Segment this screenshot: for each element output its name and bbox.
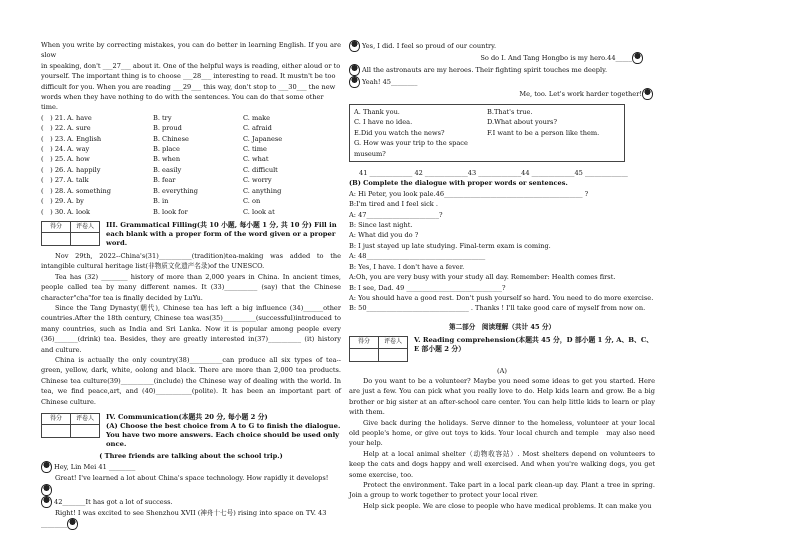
choice-a: A. Thank you.: [354, 108, 400, 116]
option-b[interactable]: B. fear: [153, 176, 176, 185]
score-cell[interactable]: [42, 425, 71, 438]
option-a[interactable]: A. how: [67, 155, 90, 164]
cloze-line: in speaking, don't ___27___ about it. One of the helpful ways is reading, either aloud or to: [41, 61, 341, 70]
cloze-options: [41, 113, 341, 217]
option-a[interactable]: A. have: [67, 113, 92, 122]
girl-avatar-icon: [67, 518, 78, 530]
option-c[interactable]: C. Japanese: [243, 134, 283, 143]
dialogue-line: [41, 496, 341, 508]
complete-line[interactable]: A: Hi Peter, you look pale.46__________________________________________ ?: [349, 189, 589, 198]
dialogue-text: 42_______It has got a lot of success.: [54, 497, 173, 506]
option-b[interactable]: B. in: [153, 197, 169, 206]
option-row: [41, 144, 341, 154]
option-row: [41, 134, 341, 144]
option-row: [41, 113, 341, 123]
complete-line: B: Yes, I have. I don't have a fever.: [349, 262, 465, 271]
grammar-paragraph: Since the Tang Dynasty(朝代), Chinese tea has left a big influence (34)______other countries.After the 18th century, Chinese tea was(35)__________(successful)introduced to many countries, such as India and Sri Lanka. Now it is popular among people every (36)_______(drink) tea. Besides, they are greatly interested in(37)__________ (it) history and culture.: [41, 303, 341, 354]
grammar-paragraph: Nov 29th, 2022--China's(31)__________(tradition)tea-making was added to the intangible cultural heritage list(非物质文化遗产名录)of the UNESCO.: [41, 251, 341, 271]
question-number: ( ) 30.: [41, 207, 66, 216]
grammar-paragraph: Tea has (32) ________ history of more than 2,000 years in China. In ancient times, people called tea by many different names. It (33)__________ (say) that the Chinese character"cha"for tea is finally decided by LuYu.: [41, 272, 341, 302]
dialogue-text: Right! I was excited to see Shenzhou XVII (神舟十七号) rising into space on TV. 43 ________: [41, 508, 327, 529]
complete-line: A: You should have a good rest. Don't push yourself so hard. You need to do more exercise.: [349, 293, 654, 302]
option-a[interactable]: A. look: [67, 207, 90, 216]
left-column: [41, 40, 341, 530]
question-number: ( ) 25.: [41, 155, 66, 164]
option-c[interactable]: C. make: [243, 113, 271, 122]
option-c[interactable]: C. look at: [243, 207, 275, 216]
reading-section-label: (A): [497, 366, 507, 375]
dialogue-line: [349, 64, 655, 76]
complete-line: A:Oh, you are very busy with your study all day. Remember: Health comes first.: [349, 273, 616, 282]
complete-line[interactable]: B: 50_______________________________ . Thanks ! I'll take good care of myself from now on.: [349, 304, 646, 313]
option-b[interactable]: B. Chinese: [153, 134, 189, 143]
complete-line: B:I'm tired and I feel sick .: [349, 200, 438, 209]
option-c[interactable]: C. worry: [243, 176, 272, 185]
option-b[interactable]: B. easily: [153, 165, 182, 174]
grader-label: 评卷人: [379, 337, 408, 348]
boy-avatar-icon: [349, 64, 360, 76]
question-number: ( ) 27.: [41, 176, 66, 185]
reading-header: [349, 336, 655, 361]
dialogue-part-1: [41, 461, 341, 530]
girl-avatar-icon: [41, 484, 52, 496]
dialogue-line: [349, 88, 655, 100]
choice-f: F.I want to be a person like them.: [487, 128, 600, 137]
choices-box: [349, 104, 625, 162]
option-row: [41, 175, 341, 185]
reading-paragraph: Help sick people. We are close to people who have medical problems. It can make you: [363, 501, 652, 510]
reading-passage: [349, 376, 655, 511]
dialogue-line: [41, 473, 341, 495]
choice-b: B.That's true.: [487, 108, 533, 116]
girl-avatar-icon: [642, 88, 653, 100]
cloze-line: difficult for you. When you are reading ___29___ this way, don't stop to ___30___ the new: [41, 82, 336, 91]
grammar-paragraph: China is actually the only country(38)__________can produce all six types of tea--green, yellow, dark, white, oolong and black. There are more than 2,000 tea products. Chinese tea culture(39)__________(include) the Chinese way of dealing with the world. In tea, we find peace,art, and (40)___________(polite). It has been an important part of Chinese culture.: [41, 355, 341, 406]
option-a[interactable]: A. sure: [67, 124, 91, 133]
grader-cell[interactable]: [71, 233, 100, 246]
question-number: ( ) 23.: [41, 134, 66, 143]
question-number: ( ) 22.: [41, 124, 66, 133]
dialogue-text: All the astronauts are my heroes. Their fighting spirit touches me deeply.: [362, 66, 608, 74]
reading-title: V. Reading comprehension(本题共 45 分，D 部小题 1 分, A、B、C、E 部小题 2 分）: [414, 336, 654, 354]
grader-cell[interactable]: [379, 348, 408, 361]
option-c[interactable]: C. difficult: [243, 165, 278, 174]
communication-title: IV. Communication(本题共 20 分, 每小题 2 分): [106, 413, 268, 421]
dialogue-text: So do I. And Tang Hongbo is my hero.44_____: [480, 54, 632, 62]
dialogue-text: Yeah! 45________: [362, 78, 418, 86]
option-row: [41, 165, 341, 175]
grammar-header: [41, 221, 341, 248]
option-a[interactable]: A. English: [67, 134, 102, 143]
option-b[interactable]: B. place: [153, 145, 180, 154]
option-a[interactable]: A. talk: [67, 176, 89, 185]
dialogue-line: [349, 76, 655, 88]
choice-e: E.Did you watch the news?: [354, 128, 445, 137]
complete-line[interactable]: B: I see, Dad. 49 _____________________________?: [349, 283, 506, 292]
reading-paragraph: Protect the environment. Take part in a local park clean-up day. Plant a tree in spring. Join a group to work together to protect your local river.: [349, 481, 655, 500]
cloze-line: When you write by correcting mistakes, you can do better in learning English. If you are slow: [41, 41, 341, 60]
question-number: ( ) 26.: [41, 165, 66, 174]
boy-avatar-icon: [41, 496, 52, 508]
grader-cell[interactable]: [71, 425, 100, 438]
complete-line: B: I just stayed up late studying. Final-term exam is coming.: [349, 241, 551, 250]
option-a[interactable]: A. by: [67, 197, 84, 206]
communication-header: [41, 413, 341, 449]
grader-label: 评卷人: [71, 414, 100, 425]
option-c[interactable]: C. on: [243, 197, 261, 206]
option-a[interactable]: A. happily: [67, 165, 101, 174]
dialogue-part-2: [349, 40, 655, 100]
grammar-passage: [41, 251, 341, 407]
dialogue-line: [349, 52, 655, 64]
girl-avatar-icon: [349, 76, 360, 88]
choice-g: G. How was your trip to the space museum?: [354, 139, 468, 158]
score-box: [349, 336, 408, 361]
choice-d: D.What about yours?: [487, 118, 557, 127]
complete-line[interactable]: A: 47______________________?: [349, 210, 443, 219]
girl-avatar-icon: [41, 461, 52, 473]
question-number: ( ) 21.: [41, 113, 66, 122]
communication-subtitle: (A) Choose the best choice from A to G to finish the dialogue. You have two more answers. Each choice should be used only once.: [106, 422, 341, 448]
score-label: 得分: [42, 414, 71, 425]
option-row: [41, 154, 341, 164]
score-cell[interactable]: [350, 348, 379, 361]
cloze-line: yourself. The important thing is to choose ___28___ interesting to read. It mustn't be too: [41, 72, 336, 81]
part2-title: 第二部分 阅读理解（共计 45 分）: [448, 322, 556, 331]
answer-blanks[interactable]: 41 _____________ 42 _____________43 _____________44 _____________45 _____________: [359, 169, 628, 178]
choice-c: C. I have no idea.: [354, 118, 413, 127]
dialogue-line: [349, 40, 655, 52]
reading-paragraph: Help at a local animal shelter（动物收容站）. Most shelters depend on volunteers to keep the cats and dogs happy and well exercised. And when you're walking dogs, you get some exercise, too.: [349, 449, 655, 479]
cloze-line: words when they have nothing to do with the sentences. You can do that some other time.: [41, 93, 324, 112]
complete-line[interactable]: A: 48____________________________________: [349, 252, 486, 261]
option-c[interactable]: C. anything: [243, 186, 282, 195]
girl-avatar-icon: [632, 52, 643, 64]
dialogue-text: Great! I've learned a lot about China's space technology. How rapidly it develops!: [55, 474, 329, 483]
score-cell[interactable]: [42, 233, 71, 246]
dialogue-note: ( Three friends are talking about the school trip.): [99, 452, 283, 460]
complete-dialogue: [349, 189, 655, 314]
option-b[interactable]: B. try: [153, 113, 172, 122]
question-number: ( ) 28.: [41, 186, 66, 195]
complete-title: (B) Complete the dialogue with proper words or sentences.: [349, 179, 568, 188]
question-number: ( ) 29.: [41, 197, 66, 206]
option-c[interactable]: C. what: [243, 155, 269, 164]
dialogue-text: Hey, Lin Mei 41 ________: [54, 463, 136, 472]
dialogue-line: [41, 508, 341, 530]
option-b[interactable]: B. proud: [153, 124, 182, 133]
dialogue-line: [41, 461, 341, 473]
reading-paragraph: Give back during the holidays. Serve dinner to the homeless, volunteer at your local old people's home, or give out toys to kids. Your local church and temple may also need your help.: [349, 418, 655, 448]
option-a[interactable]: A. way: [67, 145, 90, 154]
option-b[interactable]: B. when: [153, 155, 181, 164]
cloze-intro: [41, 40, 341, 113]
option-c[interactable]: C. time: [243, 145, 267, 154]
option-b[interactable]: B. look for: [153, 207, 188, 216]
option-row: [41, 123, 341, 133]
score-box: [41, 221, 100, 246]
grader-label: 评卷人: [71, 221, 100, 232]
reading-paragraph: Do you want to be a volunteer? Maybe you need some ideas to get you started. Here are just a few. You can pick what you really love to do. Help kids learn and grow. Be a big brother or big sister at an after-school care center. You can help little kids to learn or play with them.: [349, 376, 655, 417]
dialogue-text: Yes, I did. I feel so proud of our country.: [362, 42, 497, 50]
score-label: 得分: [42, 221, 71, 232]
dialogue-text: Me, too. Let's work harder together!: [519, 90, 642, 98]
option-row: [41, 186, 341, 196]
option-row: [41, 196, 341, 206]
option-c[interactable]: C. afraid: [243, 124, 272, 133]
girl-avatar-icon: [349, 40, 360, 52]
option-b[interactable]: B. everything: [153, 186, 198, 195]
question-number: ( ) 24.: [41, 145, 66, 154]
complete-line: A: What did you do ?: [349, 231, 419, 240]
complete-line: B: Since last night.: [349, 221, 413, 230]
right-column: [349, 40, 655, 511]
score-box: [41, 413, 100, 438]
score-label: 得分: [350, 337, 379, 348]
grammar-title: III. Grammatical Filling(共 10 小题, 每小题 1 分, 共 10 分) Fill in each blank with a proper form of the word given or a proper word.: [106, 220, 337, 247]
option-row: [41, 207, 341, 217]
option-a[interactable]: A. something: [67, 186, 111, 195]
